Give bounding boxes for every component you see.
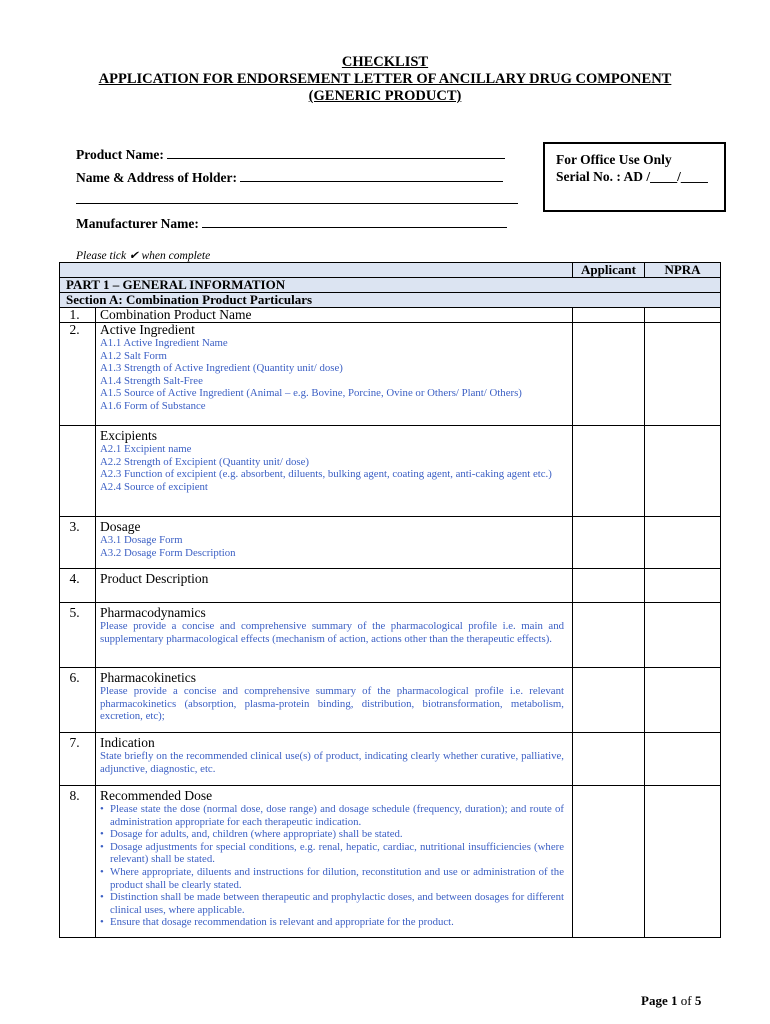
row-subitem: Please provide a concise and comprehensive summary of the pharmacological profile i.e. relevant pharmacokinetics (absorption, plasma-protein binding, distribution, biotransformation, metabolism, excretion, etc); [100, 685, 564, 723]
office-use-box [543, 142, 726, 212]
row-subitem: A1.2 Salt Form [100, 349, 167, 362]
part1-header: PART 1 – GENERAL INFORMATION [60, 278, 721, 293]
applicant-tick-cell[interactable] [573, 733, 645, 786]
row-number [60, 426, 96, 517]
table-row [60, 569, 721, 603]
applicant-tick-cell[interactable] [573, 603, 645, 668]
table-row [60, 426, 721, 517]
application-title: APPLICATION FOR ENDORSEMENT LETTER OF ANCILLARY DRUG COMPONENT [98, 71, 672, 87]
applicant-tick-cell[interactable] [573, 668, 645, 733]
row-number: 6. [60, 668, 96, 733]
row-subitem: A3.1 Dosage Form [100, 534, 183, 546]
part-header-row [60, 278, 721, 293]
row-subitem: A2.2 Strength of Excipient (Quantity unit/ dose) [100, 455, 310, 468]
row-title: Pharmacokinetics [100, 670, 196, 685]
applicant-tick-cell[interactable] [573, 426, 645, 517]
table-row [60, 733, 721, 786]
applicant-tick-cell[interactable] [573, 786, 645, 938]
applicant-column-header: Applicant [573, 263, 645, 278]
page-label: Page [641, 993, 668, 1008]
product-name-line[interactable] [167, 146, 505, 159]
npra-tick-cell[interactable] [645, 308, 721, 323]
holder-address-line[interactable] [76, 203, 518, 204]
row-content [96, 308, 573, 323]
npra-column-header: NPRA [645, 263, 721, 278]
row-subitem: A1.6 Form of Substance [100, 399, 206, 412]
holder-field [76, 169, 503, 186]
table-row [60, 323, 721, 426]
row-title: Pharmacodynamics [100, 605, 206, 620]
row-number: 2. [60, 323, 96, 426]
row-subitem: A1.4 Strength Salt-Free [100, 374, 203, 387]
table-row [60, 517, 721, 569]
dose-bullet: • Where appropriate, diluents and instructions for dilution, reconstitution and use or administration of the product shall be clearly stated. [110, 866, 564, 891]
row-subitem: A3.2 Dosage Form Description [100, 546, 236, 559]
holder-label: Name & Address of Holder: [76, 170, 237, 185]
manufacturer-label: Manufacturer Name: [76, 216, 199, 231]
row-number: 3. [60, 517, 96, 569]
npra-tick-cell[interactable] [645, 323, 721, 426]
dose-bullet: • Ensure that dosage recommendation is relevant and appropriate for the product. [110, 916, 564, 929]
row-number: 1. [60, 308, 96, 323]
row-title: Active Ingredient [100, 322, 195, 337]
applicant-tick-cell[interactable] [573, 517, 645, 569]
product-name-field [76, 146, 505, 163]
row-subitem: Please provide a concise and comprehensive summary of the pharmacological profile i.e. main and supplementary pharmacological effects (mechanism of action, actions other than the therapeutic effects). [100, 620, 564, 645]
npra-tick-cell[interactable] [645, 603, 721, 668]
section-a-header: Section A: Combination Product Particulars [60, 293, 721, 308]
row-subitem: State briefly on the recommended clinical use(s) of product, indicating clearly whether curative, palliative, adjunctive, diagnostic, etc. [100, 750, 564, 775]
row-number: 4. [60, 569, 96, 603]
applicant-tick-cell[interactable] [573, 569, 645, 603]
applicant-tick-cell[interactable] [573, 323, 645, 426]
row-title: Excipients [100, 428, 157, 443]
checklist-title: CHECKLIST [341, 54, 429, 70]
row-title: Recommended Dose [100, 788, 213, 803]
checklist-table [59, 262, 721, 938]
row-content [96, 323, 573, 426]
npra-tick-cell[interactable] [645, 517, 721, 569]
product-name-label: Product Name: [76, 147, 164, 162]
row-content [96, 426, 573, 517]
dose-bullet-list [100, 803, 564, 929]
row-title: Combination Product Name [100, 307, 252, 322]
table-row [60, 668, 721, 733]
npra-tick-cell[interactable] [645, 569, 721, 603]
row-content [96, 603, 573, 668]
dose-bullet: • Please state the dose (normal dose, dose range) and dosage schedule (frequency, duration); and route of administration appropriate for each therapeutic indication. [110, 803, 564, 828]
row-number: 8. [60, 786, 96, 938]
serial-number-label: Serial No. : AD /____/____ [556, 169, 708, 184]
office-use-label: For Office Use Only [556, 152, 672, 167]
row-number: 5. [60, 603, 96, 668]
generic-product-title: (GENERIC PRODUCT) [308, 88, 462, 104]
tick-instruction: Please tick ✔ when complete [76, 250, 211, 262]
holder-line[interactable] [240, 169, 503, 182]
row-subitem: A2.1 Excipient name [100, 443, 192, 455]
row-title: Indication [100, 735, 155, 750]
row-content [96, 569, 573, 603]
page-current: 1 [670, 993, 678, 1008]
row-title: Product Description [100, 571, 209, 586]
dose-bullet: • Dosage adjustments for special conditions, e.g. renal, hepatic, cardiac, nutritional insufficiencies (where relevant) shall be stated. [110, 841, 564, 866]
applicant-tick-cell[interactable] [573, 308, 645, 323]
row-content [96, 786, 573, 938]
table-row [60, 603, 721, 668]
row-content [96, 517, 573, 569]
dose-bullet: • Dosage for adults, and, children (where appropriate) shall be stated. [110, 828, 564, 841]
page-total: 5 [694, 993, 702, 1008]
dose-bullet: • Distinction shall be made between therapeutic and prophylactic doses, and between dosages for different clinical uses, where applicable. [110, 891, 564, 916]
page-of-label: of [680, 993, 692, 1008]
row-content [96, 668, 573, 733]
table-row [60, 786, 721, 938]
manufacturer-line[interactable] [202, 215, 507, 228]
row-title: Dosage [100, 519, 141, 534]
page-number [641, 993, 701, 1009]
manufacturer-field [76, 215, 507, 232]
table-row [60, 308, 721, 323]
npra-tick-cell[interactable] [645, 733, 721, 786]
row-subitem: A1.5 Source of Active Ingredient (Animal – e.g. Bovine, Porcine, Ovine or Others/ Plant/ Others) [100, 387, 522, 400]
row-content [96, 733, 573, 786]
row-subitem: A1.3 Strength of Active Ingredient (Quantity unit/ dose) [100, 362, 343, 375]
npra-tick-cell[interactable] [645, 786, 721, 938]
row-number: 7. [60, 733, 96, 786]
row-subitem: A2.3 Function of excipient (e.g. absorbent, diluents, bulking agent, coating agent, anti-caking agent etc.) [100, 468, 552, 481]
section-header-row [60, 293, 721, 308]
row-subitem: A2.4 Source of excipient [100, 480, 208, 493]
npra-tick-cell[interactable] [645, 426, 721, 517]
npra-tick-cell[interactable] [645, 668, 721, 733]
column-header-row [60, 263, 721, 278]
row-subitem: A1.1 Active Ingredient Name [100, 337, 228, 349]
